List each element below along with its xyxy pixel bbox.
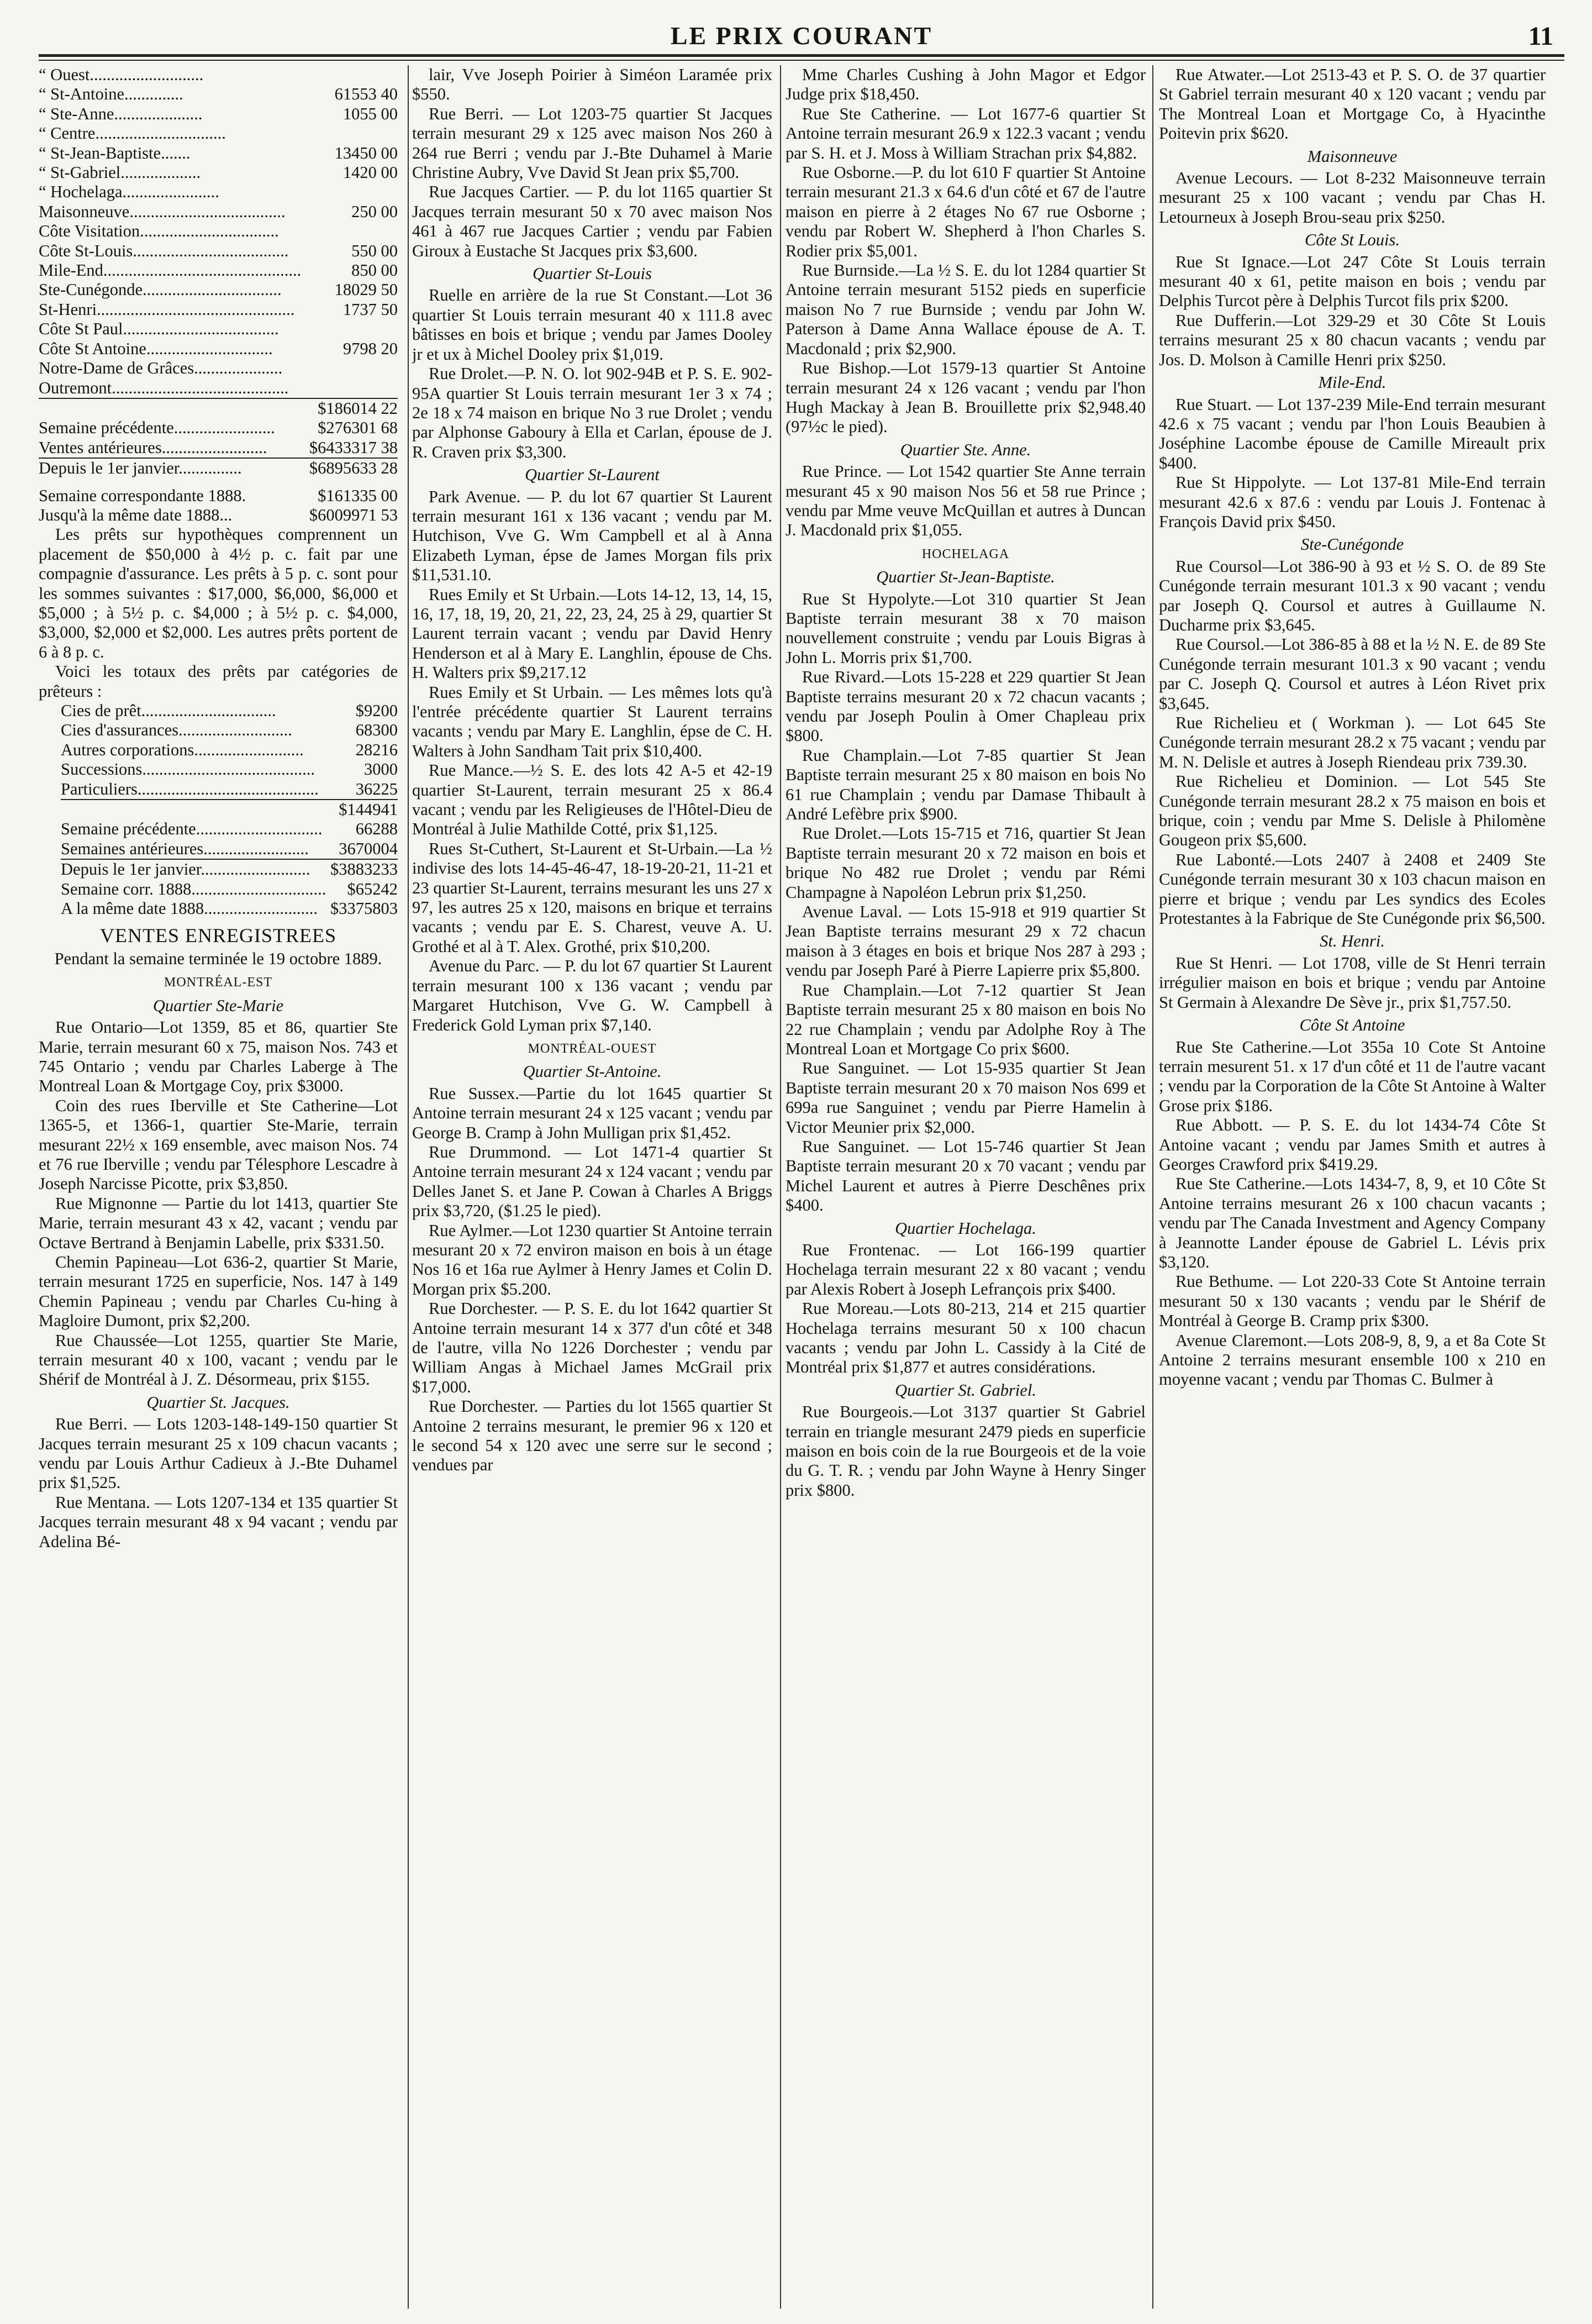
figure-row (39, 339, 398, 359)
section-title: VENTES ENREGISTREES (100, 924, 336, 947)
row-value: 68300 (355, 721, 398, 740)
sale-entry: Rue Coursol—Lot 386-90 à 93 et ½ S. O. de 89 Ste Cunégonde terrain mesurant 101.3 x 90 vacant ; vendu par Joseph Q. Coursol et autres à Guillaume N. Ducharme prix $3,645. (1159, 556, 1546, 634)
figure-row (61, 799, 398, 819)
row-label: “ St-Gabriel................... (39, 163, 201, 182)
locality-heading: Mile-End. (1318, 373, 1387, 392)
row-value: 3000 (364, 760, 398, 779)
row-label: Semaine correspondante 1888. (39, 486, 246, 505)
sale-entry: Avenue Claremont.—Lots 208-9, 8, 9, a et 8a Cote St Antoine 2 terrains mesurant ensemble 100 x 210 en moyenne vacant ; vendu par Thomas C. Bulmer à (1159, 1331, 1546, 1389)
row-value: 18029 50 (334, 280, 398, 299)
row-label: Outremont.......................................... (39, 378, 289, 397)
lenders-table (39, 701, 398, 918)
figure-row (61, 839, 398, 859)
row-value: $6009971 53 (309, 505, 398, 524)
figure-row (39, 202, 398, 222)
figure-row (39, 359, 398, 378)
sale-entry: Rue Abbott. — P. S. E. du lot 1434-74 Côte St Antoine vacant ; vendu par James Smith et autres à Georges Crawford prix $419.29. (1159, 1116, 1546, 1174)
ward-heading: Quartier St-Louis (532, 264, 652, 283)
row-label: “ Hochelaga....................... (39, 182, 219, 202)
row-label: Successions......................................... (61, 760, 315, 779)
row-label: Notre-Dame de Grâces..................... (39, 359, 283, 378)
sale-entry: Rue Richelieu et Dominion. — Lot 545 Ste Cunégonde terrain mesurant 28.2 x 75 maison en bois et brique, coin ; vendu par Mme S. Delisle à Philomène Gougeon prix $5,600. (1159, 772, 1546, 850)
sale-entry: Rue Jacques Cartier. — P. du lot 1165 quartier St Jacques terrain mesurant 50 x 70 avec maison Nos 461 à 467 rue Jacques Cartier ; vendu par Fabien Giroux à Eustache St Jacques prix $3,600. (412, 182, 772, 260)
row-value: $186014 22 (318, 398, 398, 418)
sale-entry: Rue Drolet.—Lots 15-715 et 716, quartier St Jean Baptiste terrain mesurant 20 x 72 maison en bois et brique No 482 rue Drolet ; vendu par Rémi Champagne à Napoléon Lebrun prix $1,250. (786, 824, 1146, 902)
row-label: Semaine corr. 1888................................ (61, 879, 326, 898)
row-label: Côte St Paul..................................... (39, 319, 279, 339)
ward-heading: Quartier St-Antoine. (523, 1062, 662, 1081)
row-value (393, 359, 398, 378)
locality-heading: Côte St Antoine (1299, 1016, 1405, 1035)
sale-entry: Rues Emily et St Urbain. — Les mêmes lots qu'à l'entrée précédente quartier St Laurent terrains vacants ; vendu par Mary E. Langhlin, épse de C. H. Walters à John Sandham Tait prix $10,400. (412, 682, 772, 760)
row-label: Cies d'assurances........................... (61, 721, 292, 740)
locality-heading: Ste-Cunégonde (1300, 535, 1404, 554)
ward-heading: Quartier St-Laurent (525, 465, 660, 485)
row-value: $6895633 28 (309, 459, 398, 478)
figure-row (61, 721, 398, 740)
page-number: 11 (1528, 22, 1553, 51)
ward-heading: Quartier St. Gabriel. (895, 1380, 1036, 1400)
ward-heading: Quartier St-Jean-Baptiste. (876, 567, 1055, 587)
sale-entry: Rue Coursol.—Lot 386-85 à 88 et la ½ N. E. de 89 Ste Cunégonde terrain mesurant 101.3 x 90 vacant ; vendu par C. Joseph Q. Coursol et autres à Léon Rivet prix $3,645. (1159, 635, 1546, 713)
district-heading: MONTRÉAL-OUEST (528, 1041, 657, 1056)
lenders-intro: Voici les totaux des prêts par catégories de prêteurs : (39, 662, 398, 701)
sale-entry: Rue Champlain.—Lot 7-12 quartier St Jean Baptiste terrain mesurant 25 x 80 maison en bois No 22 rue Champlain ; vendu par Adolphe Roy à The Montreal Loan et Mortgage Co prix $600. (786, 980, 1146, 1058)
sale-entry: Rue Drummond. — Lot 1471-4 quartier St Antoine terrain mesurant 24 x 124 vacant ; vendu par Delles Janet S. et Jane P. Cowan à Charles A Briggs prix $3,720, ($1.25 le pied). (412, 1142, 772, 1221)
sale-entry: Rue Prince. — Lot 1542 quartier Ste Anne terrain mesurant 45 x 90 maison Nos 56 et 58 rue Prince ; vendu par Mme veuve McQuillan et autres à Duncan J. Macdonald prix $1,055. (786, 462, 1146, 540)
row-label: Autres corporations.......................... (61, 740, 304, 759)
sale-entry: Rue Berri. — Lot 1203-75 quartier St Jacques terrain mesurant 29 x 125 avec maison Nos 260 à 264 rue Berri ; vendu par J.-Bte Duhamel à Marie Christine Aubry, Vve David St Jean prix $5,700. (412, 104, 772, 182)
sale-entry: Rue Dufferin.—Lot 329-29 et 30 Côte St Louis terrains mesurant 25 x 80 chacun vacants ; vendu par Jos. D. Molson à Camille Henri prix $250. (1159, 311, 1546, 369)
sale-entry: Rue Bishop.—Lot 1579-13 quartier St Antoine terrain mesurant 24 x 126 vacant ; vendu par l'hon Hugh Mackay à Jean B. Brouillette prix $2,948.40 (97½c le pied). (786, 359, 1146, 437)
row-label: Maisonneuve..................................... (39, 202, 286, 221)
sale-entry: Rue Sanguinet. — Lot 15-746 quartier St Jean Baptiste terrain mesurant 20 x 70 vacant ; vendu par Michel Laurent et autres à Pierre Deschênes prix $400. (786, 1137, 1146, 1215)
row-label: “ St-Jean-Baptiste....... (39, 143, 191, 162)
sale-entry: Rue St Henri. — Lot 1708, ville de St Henri terrain irrégulier maison en bois et brique ; vendu par Antoine St Germain à Alexandre De Sève jr., prix $1,757.50. (1159, 953, 1546, 1012)
figure-row (39, 182, 398, 202)
row-value: 550 00 (351, 241, 398, 260)
row-value: 850 00 (351, 261, 398, 280)
sale-entry: Chemin Papineau—Lot 636-2, quartier St Marie, terrain mesurant 1725 en superficie, Nos. 147 à 149 Chemin Papineau ; vendu par Charles Cu-hing à Magloire Dumont, prix $2,200. (39, 1252, 398, 1331)
row-value: $144941 (339, 800, 398, 819)
sale-entry: Rue Sussex.—Partie du lot 1645 quartier St Antoine terrain mesurant 24 x 125 vacant ; vendu par George B. Cramp à John Mulligan prix $1,452. (412, 1084, 772, 1142)
row-label: Particuliers........................................... (61, 779, 319, 798)
sale-entry: Rue Labonté.—Lots 2407 à 2408 et 2409 Ste Cunégonde terrain mesurant 30 x 103 chacun maison en pierre et brique ; vendu par Les syndics des Ecoles Protestantes à la Fabrique de Ste Cunégonde prix $6,500. (1159, 850, 1546, 928)
columns (39, 65, 1564, 2309)
row-value: 13450 00 (334, 143, 398, 162)
locality-heading: Côte St Louis. (1304, 230, 1400, 250)
figure-row (61, 859, 398, 879)
figure-row (61, 740, 398, 760)
sale-entry: Rue Mignonne — Partie du lot 1413, quartier Ste Marie, terrain mesurant 43 x 42, vacant ; vendu par Octave Bertrand à Benjamin Labelle, prix $331.50. (39, 1193, 398, 1252)
row-value: 250 00 (351, 202, 398, 221)
row-value: 1737 50 (342, 299, 398, 319)
district-heading: HOCHELAGA (921, 546, 1010, 561)
sale-entry: Avenue du Parc. — P. du lot 67 quartier St Laurent terrain mesurant 100 x 136 vacant ; vendu par Margaret Hutchison, Vve G. W. Campbell à Frederick Gold Lyman prix $7,140. (412, 956, 772, 1034)
row-label: Ventes antérieures......................... (39, 438, 267, 457)
row-value: $3375803 (330, 899, 398, 918)
row-label: Côte St Antoine.............................. (39, 339, 273, 358)
row-value: 66288 (355, 819, 398, 839)
sale-entry: Rue Sanguinet. — Lot 15-935 quartier St Jean Baptiste terrain mesurant 20 x 70 maison Nos 699 et 699a rue Sanguinet ; vendu par Pierre Hamelin à Victor Meunier prix $2,000. (786, 1059, 1146, 1137)
row-label: Côte St-Louis..................................... (39, 241, 289, 260)
sale-entry: Rue Ste Catherine.—Lots 1434-7, 8, 9, et 10 Côte St Antoine terrains mesurant 26 x 100 chacun vacants ; vendu par The Canada Investment and Agency Company à Jeannotte Lander épouse de Gabriel L. Lévis prix $3,120. (1159, 1174, 1546, 1271)
ward-heading: Quartier Ste-Marie (152, 996, 284, 1015)
row-value: 61553 40 (334, 85, 398, 104)
sale-entry: Rues Emily et St Urbain.—Lots 14-12, 13, 14, 15, 16, 17, 18, 19, 20, 21, 22, 23, 24, 25 à 29, quartier St Laurent terrain vacant ; vendu par David Henry Henderson et al à Mary E. Langhlin, épouse de Chs. H. Walters prix $9,217.12 (412, 585, 772, 682)
row-label: Mile-End............................................... (39, 261, 302, 280)
figure-row (39, 280, 398, 299)
column-1 (39, 65, 398, 2309)
figure-row (39, 458, 398, 478)
figure-row (39, 418, 398, 438)
figure-row (39, 319, 398, 339)
row-value: 1420 00 (342, 163, 398, 182)
page-header (39, 15, 1564, 65)
sale-entry: Rue Burnside.—La ½ S. E. du lot 1284 quartier St Antoine terrain mesurant 5152 pieds en superficie maison No 7 rue Burnside ; vendu par John W. Paterson à Dame Anna Wallace épouse de A. T. Macdonald ; prix $2,900. (786, 261, 1146, 358)
sale-entry: lair, Vve Joseph Poirier à Siméon Laramée prix $550. (412, 65, 772, 104)
figure-row (39, 261, 398, 280)
row-label: Ste-Cunégonde................................. (39, 280, 282, 299)
row-value: $161335 00 (318, 486, 398, 505)
row-label: Depuis le 1er janvier.......................... (61, 860, 310, 879)
sale-entry: Rue St Ignace.—Lot 247 Côte St Louis terrain mesurant 40 x 61, petite maison en bois ; vendu par Delphis Turcot père à Delphis Turcot fils prix $200. (1159, 252, 1546, 311)
locality-heading: St. Henri. (1320, 932, 1385, 951)
figure-row (39, 104, 398, 124)
row-value (393, 182, 398, 202)
ward-heading: Quartier Ste. Anne. (900, 440, 1031, 459)
sale-entry: Rue Mentana. — Lots 1207-134 et 135 quartier St Jacques terrain mesurant 48 x 94 vacant ; vendu par Adelina Bé- (39, 1492, 398, 1551)
figure-row (39, 222, 398, 241)
figure-row (61, 760, 398, 779)
figure-row (39, 124, 398, 143)
row-label: Jusqu'à la même date 1888... (39, 505, 233, 524)
figure-row (39, 438, 398, 458)
row-label: “ Ste-Anne..................... (39, 104, 203, 123)
sale-entry: Rue Bethume. — Lot 220-33 Cote St Antoine terrain mesurant 50 x 130 vacants ; vendu par le Shérif de Montréal à George B. Cramp prix $300. (1159, 1272, 1546, 1331)
sale-entry: Rue Dorchester. — Parties du lot 1565 quartier St Antoine 2 terrains mesurant, le premier 96 x 120 et le second 54 x 120 avec une serre sur le second ; vendues par (412, 1397, 772, 1475)
figure-row (39, 65, 398, 85)
sale-entry: Rue Ste Catherine.—Lot 355a 10 Cote St Antoine terrain mesurent 51. x 17 d'un côté et 11 de l'autre vacant ; vendu par la Corporation de la Côte St Antoine à Walter Grose prix $186. (1159, 1037, 1546, 1115)
row-label: St-Henri............................................... (39, 299, 295, 319)
row-value: 36225 (355, 779, 398, 798)
row-value: $9200 (355, 701, 398, 720)
row-value (393, 222, 398, 241)
sale-entry: Coin des rues Iberville et Ste Catherine—Lot 1365-5, et 1366-1, quartier Ste-Marie, terrain mesurant 22½ x 169 ensemble, avec maison Nos. 74 et 76 rue Iberville ; vendu par Télesphore Lescadre à Joseph Narcisse Picotte, prix $3,850. (39, 1096, 398, 1193)
column-2 (412, 65, 772, 2309)
row-label: Depuis le 1er janvier............... (39, 459, 242, 478)
sale-entry: Mme Charles Cushing à John Magor et Edgor Judge prix $18,450. (786, 65, 1146, 104)
ward-heading: Quartier Hochelaga. (895, 1218, 1036, 1238)
sale-entry: Rue Frontenac. — Lot 166-199 quartier Hochelaga terrain mesurant 22 x 80 vacant ; vendu par Alexis Robert à Joseph Lefrançois prix $400. (786, 1240, 1146, 1298)
row-value: $276301 68 (318, 418, 398, 438)
sale-entry: Avenue Laval. — Lots 15-918 et 919 quartier St Jean Baptiste terrains mesurant 29 x 72 chacun maison à 3 étages en bois et brique Nos 287 à 293 ; vendu par Joseph Paré à Pierre Lapierre prix $5,800. (786, 902, 1146, 980)
row-label: “ Centre............................... (39, 124, 226, 143)
sale-entry: Ruelle en arrière de la rue St Constant.—Lot 36 quartier St Louis terrain mesurant 40 x 111.8 avec bâtisses en bois et brique ; vendu par James Dooley jr et ux à Michel Dooley prix $1,019. (412, 286, 772, 364)
ward-heading: Quartier St. Jacques. (146, 1392, 290, 1412)
section-subtitle: Pendant la semaine terminée le 19 octobre 1889. (54, 949, 382, 968)
sale-entry: Rue St Hippolyte. — Lot 137-81 Mile-End terrain mesurant 42.6 x 87.6 : vendu par Louis J. Fontenac à François David prix $450. (1159, 473, 1546, 531)
sale-entry: Rue Aylmer.—Lot 1230 quartier St Antoine terrain mesurant 20 x 72 environ maison en bois à un étage Nos 16 et 16a rue Aylmer à Henry James et Colin D. Morgan prix $5.200. (412, 1221, 772, 1298)
sale-entry: Rue Moreau.—Lots 80-213, 214 et 215 quartier Hochelaga terrains mesurant 50 x 100 chacun vacants ; vendu par John L. Cassidy à la Cité de Montréal prix $1,877 et autres considérations. (786, 1299, 1146, 1377)
sale-entry: Rue Dorchester. — P. S. E. du lot 1642 quartier St Antoine terrain mesurant 14 x 377 d'un côté et 348 de l'autre, villa No 1226 Dorchester ; vendu par William Angas à Michael James McGrail prix $17,000. (412, 1299, 772, 1396)
row-label: Côte Visitation................................. (39, 222, 279, 241)
figure-row (39, 300, 398, 319)
sale-entry: Park Avenue. — P. du lot 67 quartier St Laurent terrain mesurant 161 x 136 vacant ; vendu par M. Hutchison, Vve G. Wm Campbell et al à Anna Elizabeth Lyman, épse de James Morgan fils prix $11,531.10. (412, 487, 772, 585)
row-value (393, 65, 398, 85)
column-4 (1159, 65, 1546, 2309)
sale-entry: Rue Bourgeois.—Lot 3137 quartier St Gabriel terrain en triangle mesurant 2479 pieds en superficie maison en bois coin de la rue Bourgeois et de la voie du G. T. R. ; vendu par John Wayne à Henry Singer prix $800. (786, 1402, 1146, 1500)
figure-row (39, 506, 398, 525)
row-label: A la même date 1888........................... (61, 899, 318, 918)
figure-row (39, 85, 398, 104)
row-label: Semaine précédente........................ (39, 418, 275, 438)
sale-entry: Rue Stuart. — Lot 137-239 Mile-End terrain mesurant 42.6 x 75 vacant ; vendu par l'hon Louis Beaubien à Joséphine Lacombe épouse de Camille Mireault prix $400. (1159, 395, 1546, 472)
row-label: Semaine précédente.............................. (61, 819, 323, 839)
row-value: 9798 20 (342, 339, 398, 358)
figure-row (61, 780, 398, 799)
row-label: Semaines antérieures......................... (61, 839, 309, 858)
sale-entry: Rue Drolet.—P. N. O. lot 902-94B et P. S. E. 902-95A quartier St Louis terrain mesurant 1er 3 x 74 ; 2e 18 x 74 maison en brique No 3 rue Drolet ; vendu par Alphonse Gaboury à Ella et Carlan, épouse de J. R. Craven prix $3,300. (412, 364, 772, 461)
row-value: $3883233 (330, 860, 398, 879)
sale-entry: Rue Rivard.—Lots 15-228 et 229 quartier St Jean Baptiste terrains mesurant 20 x 72 chacun vacants ; vendu par Joseph Poulin à Omer Chapleau prix $800. (786, 667, 1146, 745)
sale-entry: Rue Chaussée—Lot 1255, quartier Ste Marie, terrain mesurant 40 x 100, vacant ; vendu par le Shérif de Montréal à J. Z. Désormeau, prix $155. (39, 1331, 398, 1389)
sale-entry: Rue Osborne.—P. du lot 610 F quartier St Antoine terrain mesurant 21.3 x 64.6 d'un côté et 67 de l'autre maison en pierre à 2 étages No 67 rue Osborne ; vendu par Robert W. Shepherd à l'hon Charles S. Rodier prix $5,001. (786, 163, 1146, 260)
row-value (393, 319, 398, 339)
figure-row (61, 701, 398, 721)
sale-entry: Rue Ste Catherine. — Lot 1677-6 quartier St Antoine terrain mesurant 26.9 x 122.3 vacant ; vendu par S. H. et J. Moss à William Strachan prix $4,882. (786, 104, 1146, 162)
figure-row (61, 880, 398, 899)
sale-entry: Rue Mance.—½ S. E. des lots 42 A-5 et 42-19 quartier St-Laurent, terrain mesurant 25 x 86.4 vacant ; vendu par les Religieuses de l'Hôtel-Dieu de Montréal à Julie Mathilde Cotté, prix $1,125. (412, 761, 772, 839)
figure-row (39, 486, 398, 506)
row-value: 3670004 (339, 839, 398, 858)
header-rule (39, 54, 1564, 57)
row-label: Cies de prêt................................ (61, 701, 276, 720)
row-value: $6433317 38 (309, 438, 398, 457)
row-value: $65242 (347, 879, 398, 898)
sale-entry: Rue Ontario—Lot 1359, 85 et 86, quartier Ste Marie, terrain mesurant 60 x 75, maison Nos. 743 et 745 Ontario ; vendu par Charles Laberge à The Montreal Loan & Mortgage Coy, prix $3000. (39, 1018, 398, 1096)
header-rule-thin (39, 60, 1564, 61)
sale-entry: Rue St Hypolyte.—Lot 310 quartier St Jean Baptiste terrain mesurant 38 x 70 maison nouvellement construite ; vendu par Louis Bigras à John L. Morris prix $1,700. (786, 589, 1146, 667)
column-3 (786, 65, 1146, 2309)
row-value (393, 124, 398, 143)
sale-entry: Rue Berri. — Lots 1203-148-149-150 quartier St Jacques terrain mesurant 25 x 109 chacun vacants ; vendu par Louis Arthur Cadieux à J.-Bte Duhamel prix $1,525. (39, 1415, 398, 1492)
district-heading: MONTRÉAL-EST (164, 975, 272, 990)
row-label: “ St-Antoine.............. (39, 85, 183, 104)
sale-entry: Rue Richelieu et ( Workman ). — Lot 645 Ste Cunégonde terrain mesurant 28.2 x 75 vacant ; vendu par M. N. Delisle et autres à Joseph Riendeau prix 739.30. (1159, 713, 1546, 771)
figure-row (39, 163, 398, 182)
figure-row (39, 398, 398, 418)
row-value (393, 378, 398, 398)
row-value: 28216 (355, 740, 398, 759)
figure-row (61, 819, 398, 839)
sale-entry: Rue Champlain.—Lot 7-85 quartier St Jean Baptiste terrain mesurant 25 x 80 maison en bois No 61 rue Champlain ; vendu par Damase Thibault à André Lefèbre prix $900. (786, 745, 1146, 824)
row-label: “ Ouest........................... (39, 65, 204, 84)
sale-entry: Avenue Lecours. — Lot 8-232 Maisonneuve terrain mesurant 25 x 100 vacant ; vendu par Chas H. Letourneux à Joseph Brou-seau prix $250. (1159, 169, 1546, 227)
figure-row (39, 378, 398, 398)
locality-heading: Maisonneuve (1307, 146, 1398, 166)
figure-row (61, 899, 398, 918)
sale-entry: Rue Atwater.—Lot 2513-43 et P. S. O. de 37 quartier St Gabriel terrain mesurant 40 x 120 vacant ; vendu par The Montreal Loan et Mortgage Co, à Hyacinthe Poitevin prix $620. (1159, 65, 1546, 143)
sale-entry: Rues St-Cuthert, St-Laurent et St-Urbain.—La ½ indivise des lots 14-45-46-47, 18-19-20-21, 11-21 et 23 quartier St-Laurent, terrains mesurant les uns 27 x 97, les autres 25 x 120, maisons en brique et terrains vacants ; vendu par E. S. Charest, veuve A. U. Grothé et al à T. Alex. Grothé, prix $10,200. (412, 839, 772, 956)
newspaper-title: LE PRIX COURANT (670, 22, 933, 50)
figure-row (39, 144, 398, 163)
row-value: 1055 00 (342, 104, 398, 123)
loans-paragraph: Les prêts sur hypothèques comprennent un placement de $50,000 à 4½ p. c. fait par une compagnie d'assurance. Les prêts à 5 p. c. sont pour les sommes suivantes : $17,000, $6,000, $6,000 et $5,000 ; à 5½ p. c. $4,000 ; à 5½ p. c. $4,000, $3,000, $2,000 et $2,000. Les autres prêts portent de 6 à 8 p. c. (39, 525, 398, 661)
figure-row (39, 241, 398, 261)
